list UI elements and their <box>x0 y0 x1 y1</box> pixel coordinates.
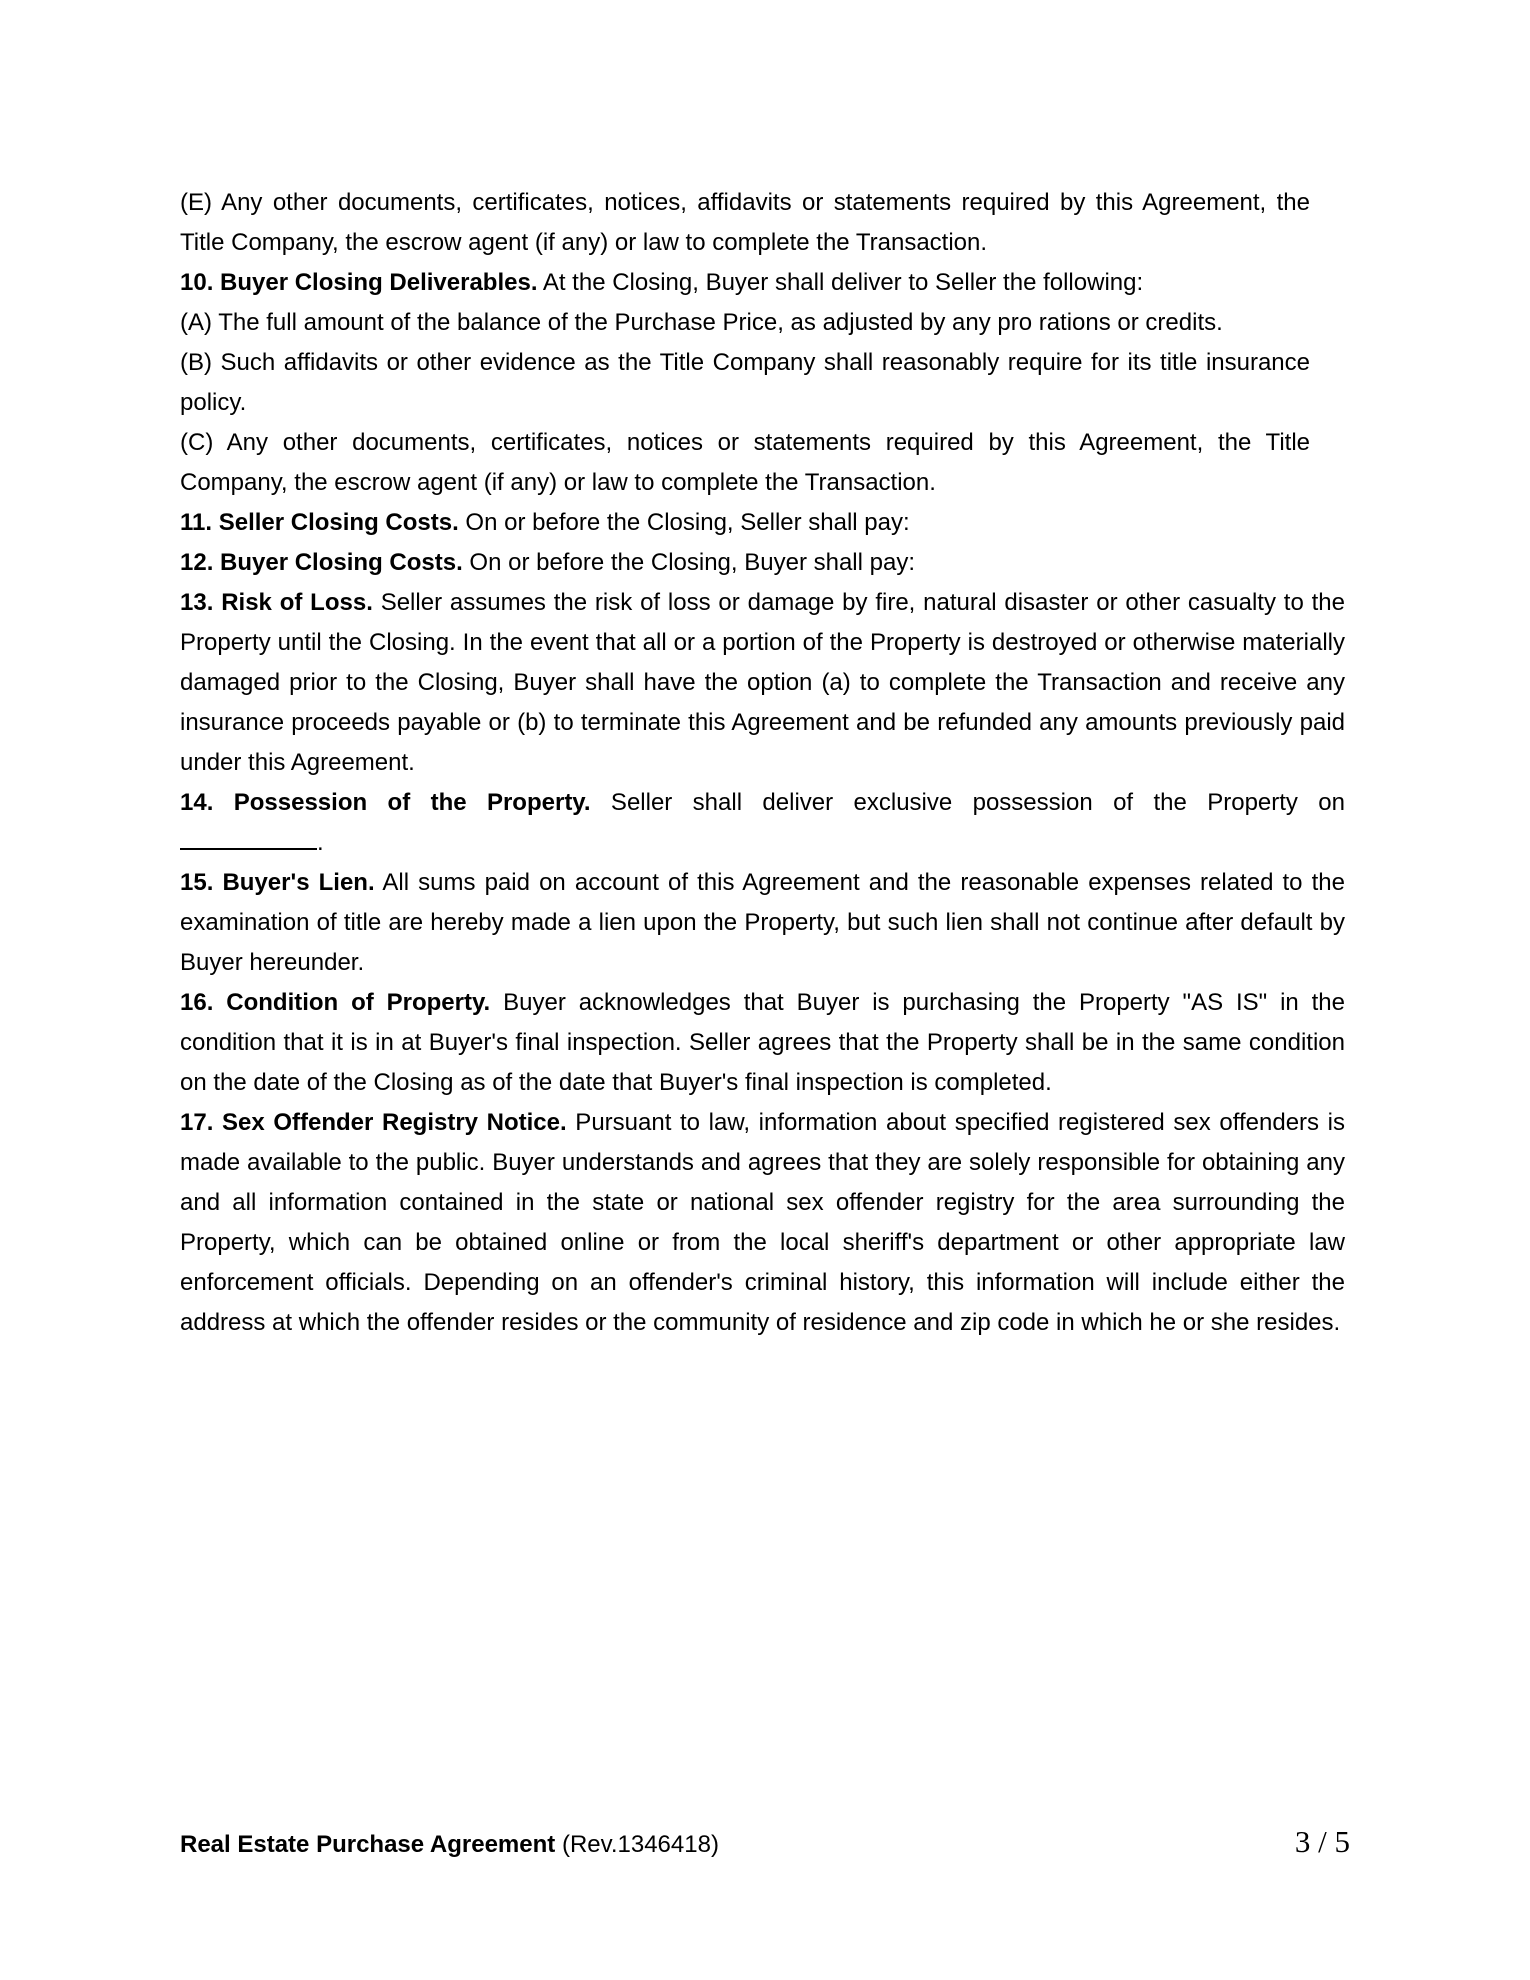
section-14-title: 14. Possession of the Property. <box>180 789 591 816</box>
section-16-body-text: Buyer acknowledges that Buyer is purchasing the Property "AS IS" in the condition that it is in at Buyer's final inspection. Seller agrees that the Property shall be in the same condition on the date of the Closing as of the date that Buyer's final inspection is completed. <box>180 989 1346 1096</box>
section-10-heading-line <box>180 263 1345 303</box>
section-10-title: 10. Buyer Closing Deliverables. <box>180 269 538 296</box>
section-15-title: 15. Buyer's Lien. <box>180 869 375 896</box>
section-14-blank-line <box>180 823 1345 863</box>
page-footer <box>180 1826 1350 1861</box>
section-13-title: 13. Risk of Loss. <box>180 589 373 616</box>
possession-date-blank-field <box>180 842 317 850</box>
footer-title-bold: Real Estate Purchase Agreement <box>180 1831 556 1858</box>
section-17-body-text: Pursuant to law, information about specified registered sex offenders is made available to the public. Buyer understands and agrees that they are solely responsible for obtaining any and all information contained in the state or national sex offender registry for the area surrounding the Property, which can be obtained online or from the local sheriff's department or other appropriate law enforcement officials. Depending on an offender's criminal history, this information will include either the address at which the offender resides or the community of residence and zip code in which he or she resides. <box>180 1109 1345 1336</box>
section-13-body-text: Seller assumes the risk of loss or damage by fire, natural disaster or other casualty to the Property until the Closing. In the event that all or a portion of the Property is destroyed or otherwise materially damaged prior to the Closing, Buyer shall have the option (a) to complete the Transaction and receive any insurance proceeds payable or (b) to terminate this Agreement and be refunded any amounts previously paid under this Agreement. <box>180 589 1345 776</box>
page-number: 3 / 5 <box>1294 1824 1350 1859</box>
section-10-item-c: (C) Any other documents, certificates, notices or statements required by this Agreement, the Title Company, the escrow agent (if any) or law to complete the Transaction. <box>180 429 1310 496</box>
document-body <box>180 183 1345 1343</box>
section-11-heading-line <box>180 503 1345 543</box>
section-10-item-a: (A) The full amount of the balance of the Purchase Price, as adjusted by any pro rations or credits. <box>180 309 1223 336</box>
footer-document-title <box>180 1829 719 1861</box>
section-17-title: 17. Sex Offender Registry Notice. <box>180 1109 567 1136</box>
footer-revision: (Rev.1346418) <box>555 1831 719 1858</box>
section-15-paragraph <box>180 863 1345 983</box>
section-16-paragraph <box>180 983 1345 1103</box>
section-14-blank-period: . <box>317 829 324 856</box>
section-14-body-text: Seller shall deliver exclusive possession of the Property on <box>590 789 1345 816</box>
section-16-title: 16. Condition of Property. <box>180 989 491 1016</box>
section-10-intro-text: At the Closing, Buyer shall deliver to Seller the following: <box>537 269 1144 296</box>
section-12-intro-text: On or before the Closing, Buyer shall pay: <box>462 549 915 576</box>
section-12-title: 12. Buyer Closing Costs. <box>180 549 463 576</box>
section-11-intro-text: On or before the Closing, Seller shall pay: <box>458 509 910 536</box>
section-15-body-text: All sums paid on account of this Agreement and the reasonable expenses related to the examination of title are hereby made a lien upon the Property, but such lien shall not continue after default by Buyer hereunder. <box>180 869 1345 976</box>
section-12-heading-line <box>180 543 1345 583</box>
section-11-title: 11. Seller Closing Costs. <box>180 509 459 536</box>
section-14-paragraph <box>180 783 1345 823</box>
section-10-item-b: (B) Such affidavits or other evidence as the Title Company shall reasonably require for its title insurance policy. <box>180 349 1310 416</box>
section-13-paragraph <box>180 583 1345 783</box>
section-17-paragraph <box>180 1103 1345 1343</box>
continuation-item-e: (E) Any other documents, certificates, notices, affidavits or statements required by this Agreement, the Title Company, the escrow agent (if any) or law to complete the Transaction. <box>180 189 1310 256</box>
